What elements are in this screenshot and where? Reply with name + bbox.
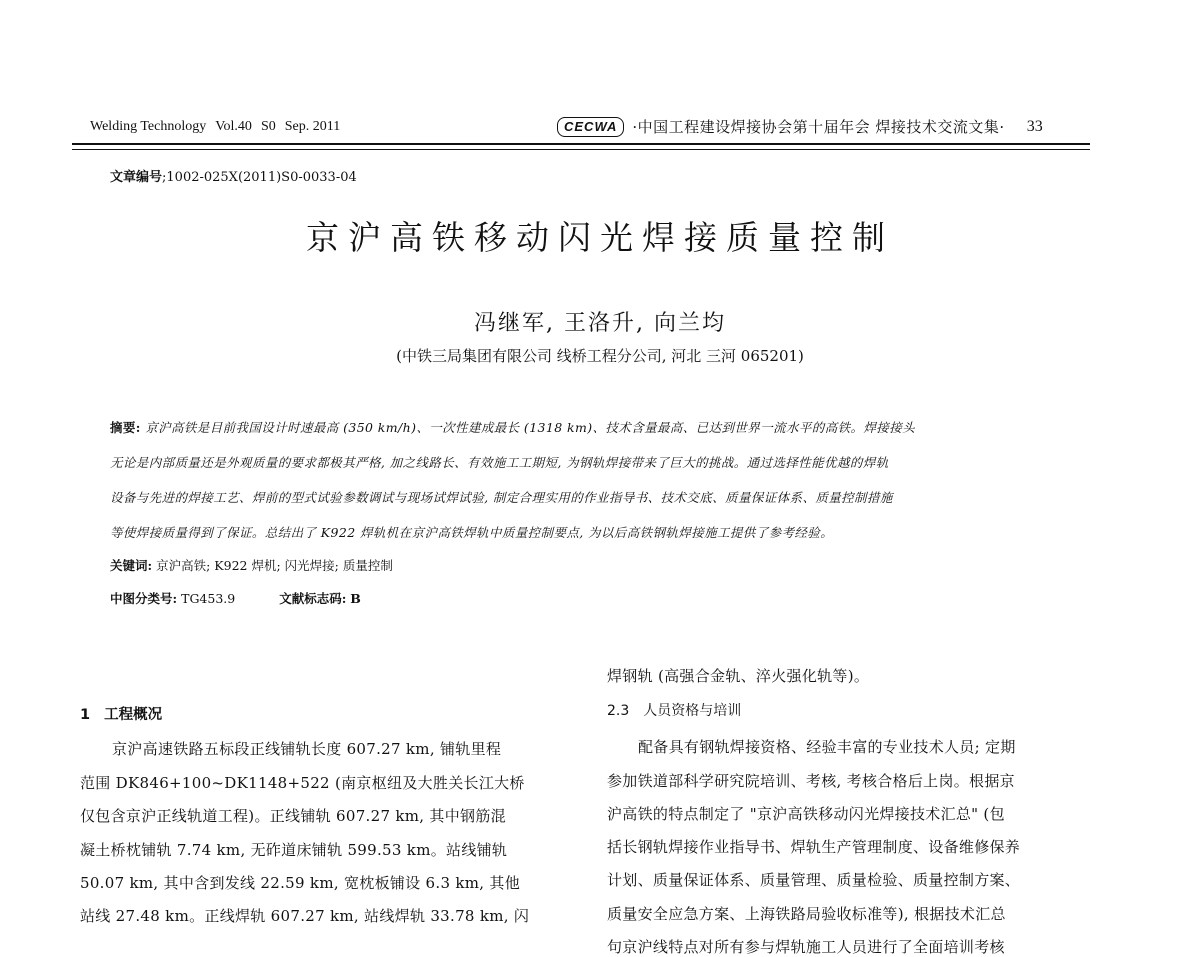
subsection-title: 人员资格与培训 <box>643 703 742 719</box>
author-affiliation: (中铁三局集团有限公司 线桥工程分公司, 河北 三河 065201) <box>396 347 804 365</box>
paper-title: 京沪高铁移动闪光焊接质量控制 <box>306 218 894 257</box>
running-header-left <box>90 119 349 135</box>
journal-volume: Vol.40 <box>215 119 252 134</box>
body-line: 凝土桥枕铺轨 7.74 km, 无砟道床铺轨 599.53 km。站线铺轨 <box>80 841 508 859</box>
body-line: 括长钢轨焊接作业指导书、焊轨生产管理制度、设备维修保养 <box>607 838 1021 856</box>
clc-label: 中图分类号: <box>110 591 178 606</box>
section-title: 工程概况 <box>104 707 163 723</box>
abstract-line: 无论是内部质量还是外观质量的要求都极其严格, 加之线路长、有效施工工期短, 为钢轨焊接带来了巨大的挑战。通过选择性能优越的焊轨 <box>110 455 889 470</box>
body-line: 沪高铁的特点制定了 "京沪高铁移动闪光焊接技术汇总" (包 <box>607 805 1005 823</box>
page-number: 33 <box>1026 117 1043 135</box>
article-number-label: 文章编号 <box>110 170 163 185</box>
keywords <box>110 556 393 574</box>
body-line: 50.07 km, 其中含到发线 22.59 km, 宽枕板铺设 6.3 km, 其他 <box>80 874 521 892</box>
article-number-value: ;1002-025X(2011)S0-0033-04 <box>162 170 357 185</box>
abstract-line: 设备与先进的焊接工艺、焊前的型式试验参数调试与现场试焊试验, 制定合理实用的作业指导书、技术交底、质量保证体系、质量控制措施 <box>110 490 893 505</box>
header-rule-thick <box>72 143 1090 145</box>
body-line: 焊钢轨 (高强合金轨、淬火强化轨等)。 <box>607 667 870 685</box>
body-line: 京沪高速铁路五标段正线铺轨长度 607.27 km, 铺轨里程 <box>112 740 502 758</box>
abstract-line: 等使焊接质量得到了保证。总结出了 K922 焊轨机在京沪高铁焊轨中质量控制要点, 为以后高铁钢轨焊接施工提供了参考经验。 <box>110 525 834 540</box>
journal-date: Sep. 2011 <box>284 119 341 134</box>
section-heading <box>80 703 162 724</box>
journal-issue: S0 <box>260 119 276 134</box>
body-line: 参加铁道部科学研究院培训、考核, 考核合格后上岗。根据京 <box>607 772 1015 790</box>
clc-value: TG453.9 <box>181 591 236 606</box>
journal-name: Welding Technology <box>90 119 207 134</box>
keywords-label: 关键词: <box>110 558 153 573</box>
body-line: 计划、质量保证体系、质量管理、质量检验、质量控制方案、 <box>607 871 1021 889</box>
body-line: 范围 DK846+100~DK1148+522 (南京枢纽及大胜关长江大桥 <box>80 774 525 792</box>
doc-code-label: 文献标志码: <box>279 591 347 606</box>
body-line: 仅包含京沪正线轨道工程)。正线铺轨 607.27 km, 其中钢筋混 <box>80 807 506 825</box>
abstract-line <box>110 418 915 436</box>
body-line: 站线 27.48 km。正线焊轨 607.27 km, 站线焊轨 33.78 km, 闪 <box>80 907 530 925</box>
body-line: 句京沪线特点对所有参与焊轨施工人员进行了全面培训考核 <box>607 938 1005 956</box>
abstract-label: 摘要: <box>110 420 141 435</box>
header-rule-thin <box>72 149 1090 150</box>
doc-code-value: B <box>350 591 361 606</box>
subsection-number: 2.3 <box>607 703 630 719</box>
section-number: 1 <box>80 707 91 723</box>
article-number <box>110 166 357 185</box>
classification <box>110 589 361 607</box>
body-line: 质量安全应急方案、上海铁路局验收标准等), 根据技术汇总 <box>607 905 1006 923</box>
subsection-heading <box>607 700 741 720</box>
keywords-value: 京沪高铁; K922 焊机; 闪光焊接; 质量控制 <box>156 558 393 573</box>
author-list: 冯继军, 王洛升, 向兰均 <box>474 311 726 336</box>
conference-name: ·中国工程建设焊接协会第十届年会 焊接技术交流文集· <box>632 118 1005 136</box>
running-header-right <box>557 116 1043 137</box>
cecwa-logo: CECWA <box>557 117 624 137</box>
abstract-text: 京沪高铁是目前我国设计时速最高 (350 km/h)、一次性建成最长 (1318 km)、技术含量最高、已达到世界一流水平的高铁。焊接接头 <box>145 420 915 435</box>
body-line: 配备具有钢轨焊接资格、经验丰富的专业技术人员; 定期 <box>638 738 1016 756</box>
